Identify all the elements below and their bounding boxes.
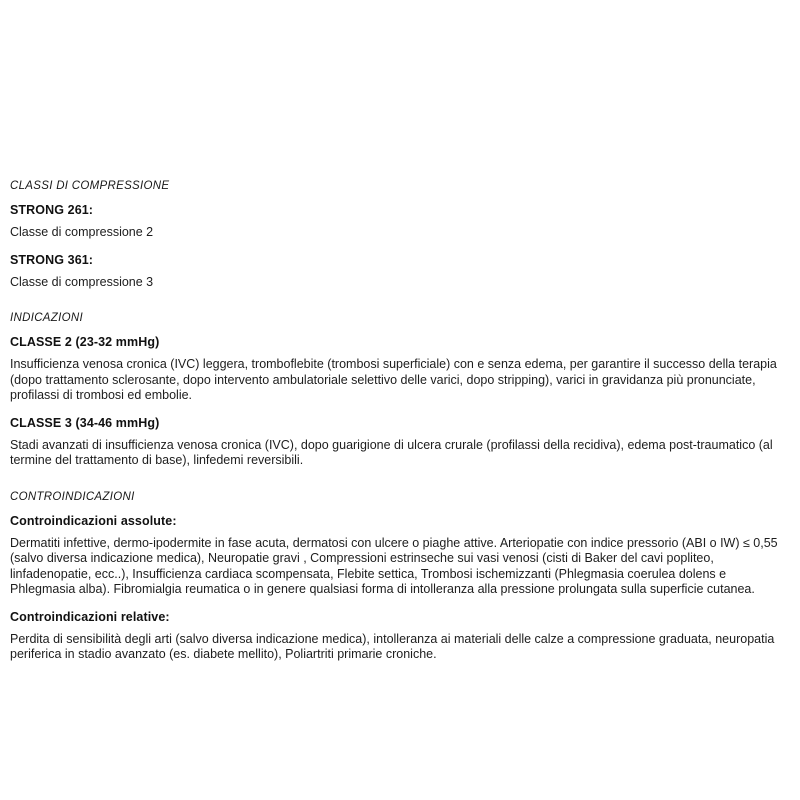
section-heading-controindicazioni: CONTROINDICAZIONI bbox=[10, 490, 135, 503]
section-heading-classi-di-compressione: CLASSI DI COMPRESSIONE bbox=[10, 180, 170, 192]
section-controindicazioni bbox=[10, 491, 788, 663]
item-label-strong-261: STRONG 261: bbox=[10, 203, 94, 217]
section-classi-di-compressione bbox=[10, 180, 788, 290]
item-text-strong-261: Classe di compressione 2 bbox=[10, 225, 154, 239]
section-heading-indicazioni: INDICAZIONI bbox=[10, 312, 83, 324]
item-text-controindicazioni-assolute: Dermatiti infettive, dermo-ipodermite in fase acuta, dermatosi con ulcere o piaghe attive. Arteriopatie con indice pressorio (ABI o IW) ≤ 0,55 (salvo diversa indicazione medica), Neuropatie gravi , Compressioni estrinseche sui vasi venosi (cisti di Baker del cavi popliteo, linfadenopatie, ecc..), Insufficienza cardiaca scompensata, Flebite settica, Trombosi ischemizzanti (Phlegmasia coerulea dolens e Phlegmasia alba). Fibromialgia reumatica o in genere qualsiasi forma di intolleranza alla pressione prolungata sulla superficie cutanea. bbox=[10, 535, 778, 596]
item-label-classe-2: CLASSE 2 (23-32 mmHg) bbox=[10, 335, 160, 349]
item-label-controindicazioni-relative: Controindicazioni relative: bbox=[10, 609, 170, 624]
item-text-classe-3: Stadi avanzati di insufficienza venosa cronica (IVC), dopo guarigione di ulcera crurale (profilassi della recidiva), edema post-traumatico (al termine del trattamento di base), linfedemi reversibili. bbox=[10, 437, 773, 467]
item-text-strong-361: Classe di compressione 3 bbox=[10, 274, 154, 289]
item-text-controindicazioni-relative: Perdita di sensibilità degli arti (salvo diversa indicazione medica), intolleranza ai materiali delle calze a compressione graduata, neuropatia periferica in stadio avanzato (es. diabete mellito), Poliartriti primarie croniche. bbox=[10, 631, 775, 661]
item-label-controindicazioni-assolute: Controindicazioni assolute: bbox=[10, 513, 177, 528]
item-label-classe-3: CLASSE 3 (34-46 mmHg) bbox=[10, 415, 160, 430]
item-text-classe-2: Insufficienza venosa cronica (IVC) leggera, tromboflebite (trombosi superficiale) con e senza edema, per garantire il successo della terapia (dopo trattamento sclerosante, dopo intervento ambulatoriale selettivo delle varici, dopo stripping), varici in gravidanza più pronunciate, profilassi di trombosi ed embolie. bbox=[10, 357, 777, 402]
section-indicazioni bbox=[10, 312, 788, 469]
item-label-strong-361: STRONG 361: bbox=[10, 252, 94, 267]
